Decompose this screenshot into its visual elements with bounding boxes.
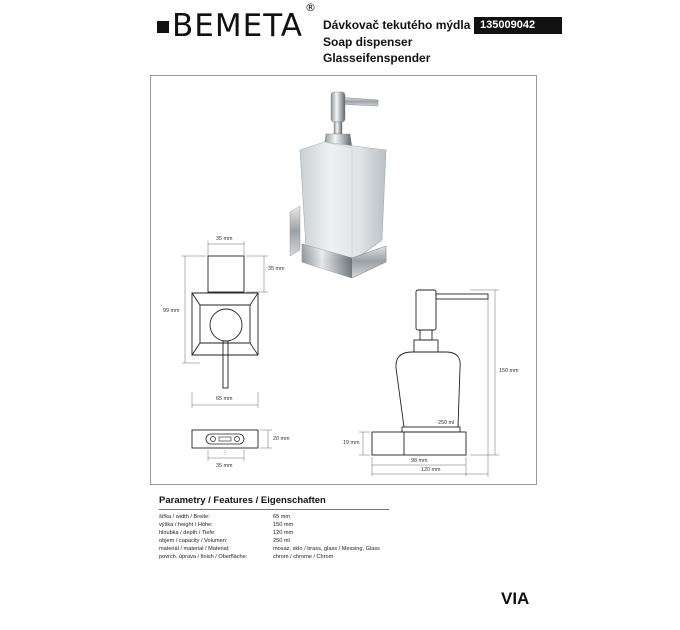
dim-bottom-width: 35 mm: [216, 463, 233, 469]
param-label: objem / capacity / Volumen:: [159, 538, 228, 544]
side-dimension-lines: [359, 290, 499, 477]
product-code: 135009042: [474, 17, 562, 34]
param-label: hloubka / depth / Tiefe:: [159, 530, 216, 536]
dim-capacity: 250 ml: [438, 420, 455, 426]
dim-inner-depth: 98 mm: [411, 458, 428, 464]
parameters-divider: [159, 509, 389, 510]
series-name: VIA: [501, 589, 530, 608]
dim-front-height: 99 mm: [163, 308, 180, 314]
dim-top-width: 35 mm: [216, 236, 233, 242]
dim-base-height: 19 mm: [343, 440, 360, 446]
param-label: šířka / width / Breite:: [159, 514, 210, 520]
param-value: mosaz, sklo / brass, glass / Messing, Glass: [273, 546, 380, 552]
param-value: 150 mm: [273, 522, 294, 528]
param-label: materiál / material / Material:: [159, 546, 230, 552]
product-photo: [290, 92, 386, 278]
param-value: 120 mm: [273, 530, 294, 536]
dim-top-height: 35 mm: [268, 266, 285, 272]
title-german: Glasseifenspender: [323, 51, 431, 65]
dim-side-height: 150 mm: [499, 368, 519, 374]
dim-bottom-height: 20 mm: [273, 436, 290, 442]
param-value: 65 mm: [273, 514, 291, 520]
param-value: chrom / chrome / Chrom: [273, 554, 334, 560]
bottom-view: [192, 430, 272, 461]
front-view: [192, 256, 258, 388]
registered-mark: ®: [304, 0, 317, 14]
param-label: povrch. úprava / finish / Oberfläche:: [159, 554, 248, 560]
param-label: výška / height / Höhe:: [159, 522, 213, 528]
dim-depth: 120 mm: [421, 467, 441, 473]
brand-name: BEMETA: [172, 8, 303, 44]
parameters-heading: Parametry / Features / Eigenschaften: [159, 495, 326, 506]
front-dimension-lines: [182, 241, 268, 408]
side-view: [372, 290, 488, 455]
param-value: 250 ml: [273, 538, 290, 544]
title-english: Soap dispenser: [323, 34, 413, 49]
title-czech: Dávkovač tekutého mýdla: [323, 18, 471, 32]
dim-front-width: 65 mm: [216, 396, 233, 402]
